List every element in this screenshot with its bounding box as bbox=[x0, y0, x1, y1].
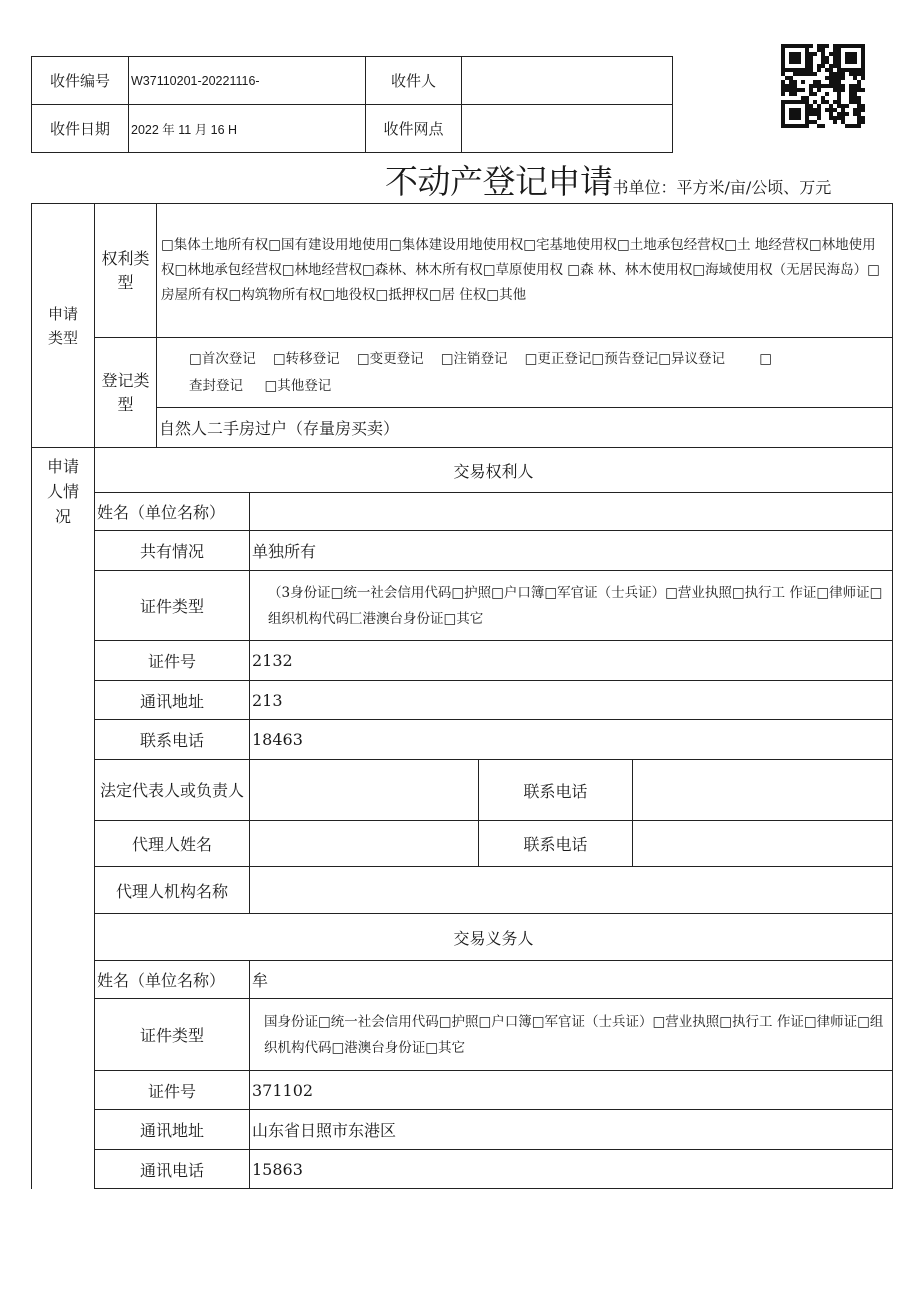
holder-phone-value: 18463 bbox=[250, 720, 893, 760]
obligor-phone-value: 15863 bbox=[250, 1150, 893, 1189]
receiver-label: 收件人 bbox=[366, 57, 462, 105]
holder-header: 交易权利人 bbox=[95, 448, 893, 493]
qr-module bbox=[861, 88, 865, 92]
qr-module bbox=[841, 76, 845, 80]
form-title-main: 不动产登记申请 bbox=[385, 162, 613, 201]
qr-module bbox=[861, 108, 865, 112]
qr-module bbox=[793, 92, 797, 96]
qr-module bbox=[813, 52, 817, 56]
holder-id-type-options: （3身份证□统一社会信用代码□护照□户口簿□军官证（士兵证）□营业执照□执行工 作证□律师证□组织机构代码匚港澳台身份证□其它 bbox=[250, 571, 893, 641]
qr-module bbox=[805, 124, 809, 128]
qr-module bbox=[813, 92, 817, 96]
qr-module bbox=[845, 112, 849, 116]
obligor-phone-label: 通讯电话 bbox=[95, 1150, 250, 1189]
receipt-outlet-value bbox=[462, 105, 673, 153]
legal-rep-value bbox=[250, 760, 479, 821]
application-form-table bbox=[31, 203, 893, 1189]
agent-name-value bbox=[250, 821, 479, 867]
holder-address-value: 213 bbox=[250, 681, 893, 720]
qr-module bbox=[825, 92, 829, 96]
receipt-date-label: 收件日期 bbox=[32, 105, 129, 153]
receipt-number-label: 收件编号 bbox=[32, 57, 129, 105]
receipt-outlet-label: 收件网点 bbox=[366, 105, 462, 153]
agent-phone-value bbox=[633, 821, 893, 867]
qr-module bbox=[861, 76, 865, 80]
receiver-value bbox=[462, 57, 673, 105]
unit-note: 书单位：平方米/亩/公顷、万元 bbox=[612, 178, 832, 197]
qr-module bbox=[801, 80, 805, 84]
application-type-section-label: 申请类型 bbox=[32, 204, 95, 448]
registration-note: 自然人二手房过户（存量房买卖） bbox=[157, 408, 893, 448]
qr-module bbox=[813, 72, 817, 76]
agency-name-label: 代理人机构名称 bbox=[95, 867, 250, 914]
holder-id-number-value: 2132 bbox=[250, 641, 893, 681]
holder-name-value bbox=[250, 493, 893, 531]
receipt-date-value: 2022 年 11 月 16 H bbox=[129, 105, 366, 153]
receipt-number-value: W37110201-20221116- bbox=[129, 57, 366, 105]
legal-rep-label: 法定代表人或负责人 bbox=[95, 760, 250, 821]
holder-id-type-label: 证件类型 bbox=[95, 571, 250, 641]
obligor-id-type-options: 国身份证□统一社会信用代码□护照□户口簿□军官证（士兵证）□营业执照□执行工 作证□律师证□组织机构代码□港澳台身份证□其它 bbox=[250, 999, 893, 1071]
receipt-info-table bbox=[31, 56, 673, 153]
qr-module bbox=[797, 116, 801, 120]
qr-module bbox=[861, 120, 865, 124]
legal-rep-phone-value bbox=[633, 760, 893, 821]
obligor-address-label: 通讯地址 bbox=[95, 1110, 250, 1150]
obligor-header: 交易义务人 bbox=[95, 914, 893, 961]
qr-module bbox=[817, 116, 821, 120]
qr-module bbox=[817, 68, 821, 72]
qr-module bbox=[781, 92, 785, 96]
legal-rep-phone-label: 联系电话 bbox=[479, 760, 633, 821]
holder-phone-label: 联系电话 bbox=[95, 720, 250, 760]
rights-type-options: □集体土地所有权□国有建设用地使用□集体建设用地使用权□宅基地使用权□土地承包经营权□土 地经营权□林地使用权□林地承包经营权□林地经营权□森林、林木所有权□草原使用权 □森 林、林木使用权□海域使用权（无居民海岛）□房屋所有权□构筑物所有权□地役权□抵押权□居 住权□其他 bbox=[157, 204, 893, 338]
qr-module bbox=[825, 44, 829, 48]
qr-module bbox=[801, 88, 805, 92]
holder-name-label: 姓名（单位名称） bbox=[95, 493, 250, 531]
holder-id-number-label: 证件号 bbox=[95, 641, 250, 681]
registration-type-options: □首次登记 □转移登记 □变更登记 □注销登记 □更正登记□预告登记□异议登记 □ 查封登记 □其他登记 bbox=[157, 338, 893, 408]
qr-module bbox=[817, 88, 821, 92]
form-title bbox=[385, 156, 831, 203]
agent-phone-label: 联系电话 bbox=[479, 821, 633, 867]
qr-module bbox=[841, 88, 845, 92]
obligor-id-number-value: 371102 bbox=[250, 1071, 893, 1110]
qr-module bbox=[809, 44, 813, 48]
agent-name-label: 代理人姓名 bbox=[95, 821, 250, 867]
obligor-name-label: 姓名（单位名称） bbox=[95, 961, 250, 999]
qr-module bbox=[853, 60, 857, 64]
holder-share-label: 共有情况 bbox=[95, 531, 250, 571]
obligor-id-type-label: 证件类型 bbox=[95, 999, 250, 1071]
holder-address-label: 通讯地址 bbox=[95, 681, 250, 720]
qr-module bbox=[833, 120, 837, 124]
qr-module bbox=[857, 124, 861, 128]
qr-code bbox=[781, 44, 865, 128]
agency-name-value bbox=[250, 867, 893, 914]
rights-type-label: 权利类型 bbox=[95, 204, 157, 338]
obligor-id-number-label: 证件号 bbox=[95, 1071, 250, 1110]
obligor-name-value: 牟 bbox=[250, 961, 893, 999]
qr-module bbox=[797, 60, 801, 64]
qr-module bbox=[845, 104, 849, 108]
holder-share-value: 单独所有 bbox=[250, 531, 893, 571]
applicant-section-label: 申请人情况 bbox=[32, 448, 95, 1189]
registration-type-label: 登记类型 bbox=[95, 338, 157, 448]
obligor-address-value: 山东省日照市东港区 bbox=[250, 1110, 893, 1150]
qr-module bbox=[821, 124, 825, 128]
